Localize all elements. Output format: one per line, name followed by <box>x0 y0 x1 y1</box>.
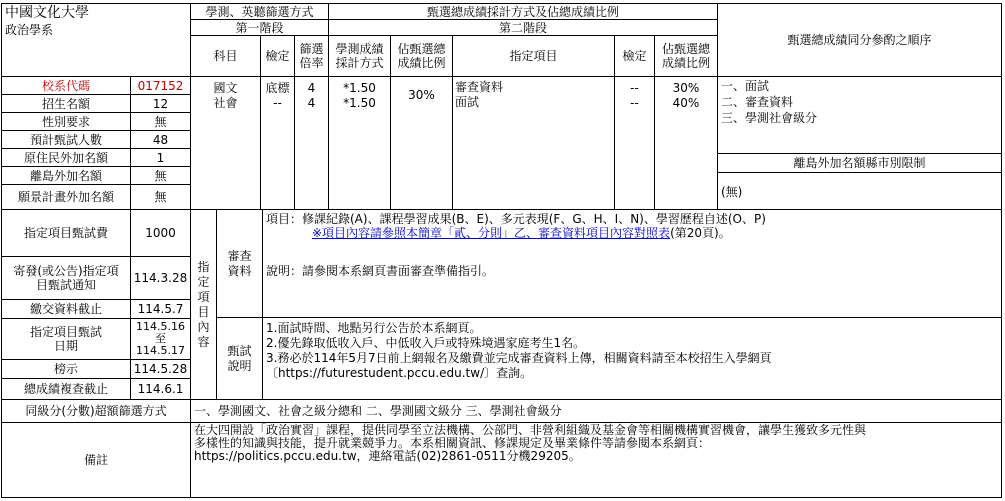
check2-header: 檢定 <box>614 35 655 77</box>
ratio1-header: 佔甄選總成績比例 <box>390 35 453 77</box>
notes-line: 多樣性的知識與技能，提升就業競爭力。本系相關資訊、修課規定及畢業條件等請參閱本系網頁： <box>194 436 711 450</box>
review-note: 說明：請參閱本系網頁書面審查準備指引。 <box>266 264 495 278</box>
notes-line: https://politics.pccu.edu.tw，連絡電話(02)2861-0511分機29205。 <box>194 449 581 463</box>
info-label: 校系代碼 <box>1 76 131 95</box>
result-value: 114.5.28 <box>130 359 191 379</box>
interview-line: 1.面試時間、地點另行公告於本系網頁。 <box>266 321 482 335</box>
stage2-items-cell <box>452 76 615 210</box>
stage1-header: 第一階段 <box>190 19 329 36</box>
review-content <box>262 209 1002 318</box>
exam-date-start: 114.5.16 <box>136 320 185 333</box>
info-value: 48 <box>130 130 191 149</box>
ratio2-header: 佔甄選總成績比例 <box>654 35 718 77</box>
vertical-char: 目 <box>197 304 210 319</box>
notice-value: 114.3.28 <box>130 256 191 300</box>
ratio-value: 30% <box>408 87 435 102</box>
interview-label <box>216 317 263 400</box>
info-label: 原住民外加名額 <box>1 148 131 167</box>
school-header <box>1 3 191 77</box>
info-label: 預計甄試人數 <box>1 130 131 149</box>
vertical-char: 定 <box>197 274 210 289</box>
vertical-char: 項 <box>197 289 210 304</box>
designated-vertical-label <box>190 209 217 400</box>
info-label: 性別要求 <box>1 112 131 131</box>
ratio2-value: 30% <box>672 80 700 95</box>
review-link[interactable]: ※項目內容請參照本簡章「貳、分則」乙、審查資料項目內容對照表 <box>312 226 671 240</box>
result-label: 榜示 <box>1 359 131 379</box>
multiplier-header: 篩選倍率 <box>294 35 329 77</box>
fee-label: 指定項目甄試費 <box>1 209 131 257</box>
interview-line: 3.務必於114年5月7日前上網報名及繳費並完成審查資料上傳，相關資料請至本校招生入學網頁 <box>266 351 772 365</box>
vertical-char: 內 <box>197 319 210 334</box>
stage2-methods-cell <box>328 76 391 210</box>
subject-value: 社會 <box>213 95 238 110</box>
stage2-ratios-cell <box>654 76 718 210</box>
exam-date-value <box>130 318 191 360</box>
info-value: 12 <box>130 94 191 113</box>
deadline-value: 114.5.7 <box>130 299 191 319</box>
info-value: 無 <box>130 112 191 131</box>
check-header: 檢定 <box>260 35 295 77</box>
check-value: -- <box>273 95 282 110</box>
stage2-header: 第二階段 <box>328 19 718 36</box>
notes-content <box>190 422 1002 498</box>
department-name: 政治學系 <box>5 23 54 37</box>
info-label: 離島外加名額 <box>1 166 131 185</box>
stage2-group-header: 甄選總成績採計方式及佔總成績比例 <box>328 3 718 20</box>
stage1-checks-cell <box>260 76 295 210</box>
tiebreak-value: 一、學測國文、社會之級分總和 二、學測國文級分 三、學測社會級分 <box>190 399 1002 423</box>
stage1-group-header: 學測、英聽篩選方式 <box>190 3 329 20</box>
check2-value: -- <box>630 80 639 95</box>
stage1-multipliers-cell <box>294 76 329 210</box>
review-label-line: 審查 <box>227 248 252 263</box>
exam-date-separator: 至 <box>155 332 166 345</box>
stage1-subjects-cell <box>190 76 261 210</box>
order-item: 三、學測社會級分 <box>721 111 818 125</box>
method-header: 學測成績採計方式 <box>328 35 391 77</box>
interview-label-line: 甄試 <box>227 343 252 358</box>
stage2-checks-cell <box>614 76 655 210</box>
item-value: 面試 <box>455 95 480 109</box>
info-label: 招生名額 <box>1 94 131 113</box>
order-item: 一、面試 <box>721 79 770 93</box>
review-label-line: 資料 <box>227 263 252 278</box>
interview-label-line: 說明 <box>227 358 252 373</box>
info-value: 017152 <box>130 76 191 95</box>
review-link-line <box>266 226 998 240</box>
review-items: 項目：修課紀錄(A)、課程學習成果(B、E)、多元表現(F、G、H、I、N)、學習歷程自述(O、P) <box>266 212 766 226</box>
subject-header: 科目 <box>190 35 261 77</box>
remote-title: 離島外加名額縣市別限制 <box>717 153 1002 173</box>
interview-line: 〔https://futurestudent.pccu.edu.tw/〕查詢。 <box>266 366 533 380</box>
multiplier-value: 4 <box>307 95 316 110</box>
order-list <box>717 76 1002 154</box>
remote-value: (無) <box>717 172 1002 210</box>
interview-line: 2.優先錄取低收入戶、中低收入戶或特殊境遇家庭考生1名。 <box>266 336 586 350</box>
ratio2-value: 40% <box>672 95 700 110</box>
order-item: 二、審查資料 <box>721 95 794 109</box>
school-name: 中國文化大學 <box>5 5 89 21</box>
interview-content <box>262 317 1002 400</box>
info-value: 無 <box>130 184 191 210</box>
vertical-char: 容 <box>197 334 210 349</box>
check2-value: -- <box>630 95 639 110</box>
method-value: *1.50 <box>343 80 376 95</box>
recheck-label: 總成績複查截止 <box>1 378 131 400</box>
notes-label: 備註 <box>1 422 191 498</box>
check-value: 底標 <box>265 80 290 95</box>
method-value: *1.50 <box>343 95 376 110</box>
tiebreak-label: 同級分(分數)超額篩選方式 <box>1 399 191 423</box>
deadline-label: 繳交資料截止 <box>1 299 131 319</box>
notice-label: 寄發(或公告)指定項目甄試通知 <box>1 256 131 300</box>
exam-date-label: 指定項目甄試日期 <box>1 318 131 360</box>
review-label <box>216 209 263 318</box>
info-value: 1 <box>130 148 191 167</box>
info-value: 無 <box>130 166 191 185</box>
item-header: 指定項目 <box>452 35 615 77</box>
review-link-suffix: (第20頁)。 <box>670 226 731 240</box>
recheck-value: 114.6.1 <box>130 378 191 400</box>
fee-value: 1000 <box>130 209 191 257</box>
info-label: 願景計畫外加名額 <box>1 184 131 210</box>
vertical-char: 指 <box>197 259 210 274</box>
item-value: 審查資料 <box>455 80 504 94</box>
subject-value: 國文 <box>213 80 238 95</box>
multiplier-value: 4 <box>307 80 316 95</box>
order-header: 甄選總成績同分參酌之順序 <box>717 3 1002 77</box>
stage2-ratio-cell <box>390 76 453 210</box>
notes-line: 在大四開設「政治實習」課程，提供同學至立法機構、公部門、非營利組織及基金會等相關機構實習機會，讓學生獲致多元性與 <box>194 423 867 437</box>
exam-date-end: 114.5.17 <box>136 344 185 357</box>
